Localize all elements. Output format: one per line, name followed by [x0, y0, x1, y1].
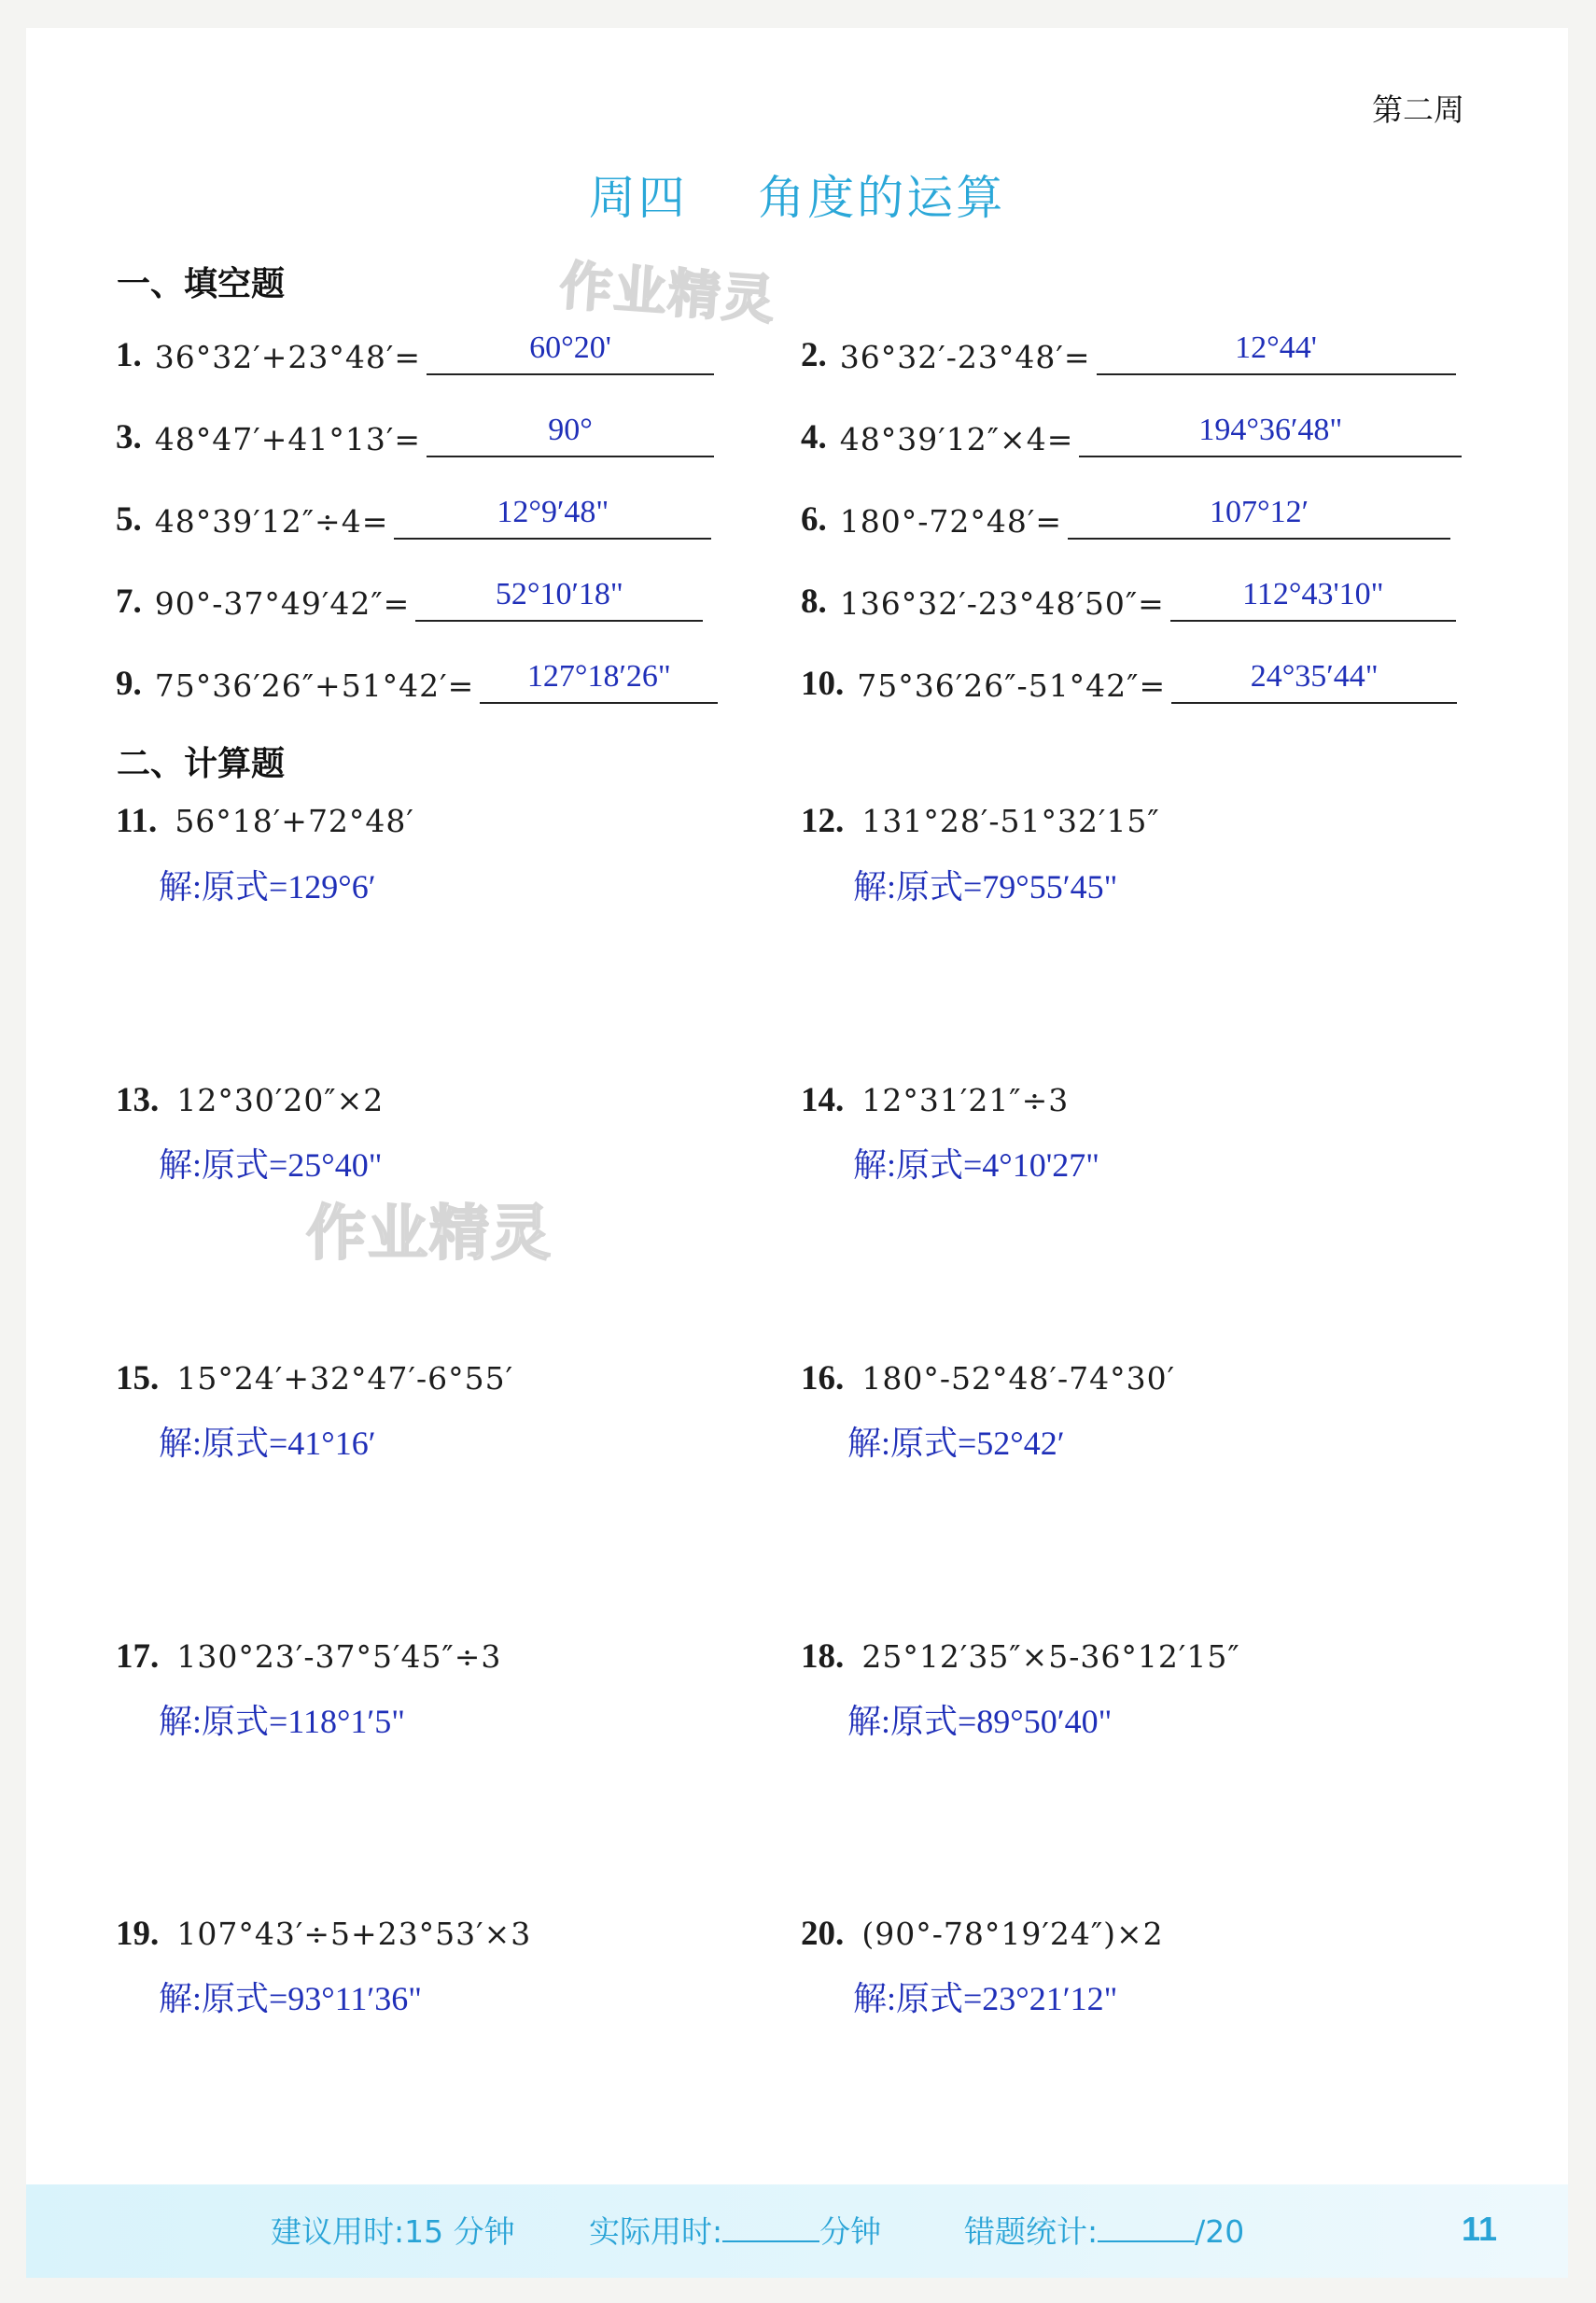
page-number: 11 [1462, 2210, 1498, 2248]
question-number: 9. [116, 665, 142, 703]
calc-question [116, 1358, 513, 1398]
answer-blank[interactable] [1170, 577, 1456, 622]
question-expression: 130°23′-37°5′45″÷3 [176, 1638, 502, 1675]
calc-question [116, 1636, 501, 1677]
calc-question [801, 1080, 1069, 1120]
actual-time-label: 实际用时: [589, 2213, 723, 2250]
watermark: 作业精灵 [557, 255, 778, 332]
question-number: 18. [801, 1637, 845, 1676]
answer-text: 90° [548, 413, 593, 447]
solution-text: 解:原式=118°1′5" [159, 1703, 405, 1740]
question-number: 20. [801, 1915, 845, 1953]
question-number: 4. [801, 418, 827, 456]
question-expression: 136°32′-23°48′50″= [839, 585, 1165, 622]
page-title: 周四 角度的运算 [588, 171, 1006, 225]
question-number: 11. [116, 802, 158, 840]
question-number: 3. [116, 418, 142, 456]
fill-question [116, 648, 718, 704]
question-expression: 25°12′35″×5-36°12′15″ [861, 1638, 1240, 1675]
calc-question [116, 801, 414, 841]
calc-question [801, 1636, 1240, 1677]
answer-blank[interactable] [1068, 495, 1450, 540]
fill-question [116, 484, 711, 540]
answer-text: 12°9′48" [497, 495, 609, 529]
fill-question [801, 648, 1457, 704]
calc-question [116, 1914, 531, 1954]
fill-question [801, 319, 1456, 375]
calc-question [801, 801, 1160, 841]
answer-blank[interactable] [1171, 659, 1457, 704]
question-expression: 36°32′-23°48′= [839, 339, 1091, 375]
answer-text: 60°20' [529, 330, 611, 365]
question-expression: 75°36′26″+51°42′= [154, 667, 475, 704]
answer-blank[interactable] [427, 330, 714, 375]
solution-text: 解:原式=25°40" [159, 1146, 383, 1184]
answer-text: 52°10′18" [495, 577, 623, 611]
section-heading-fill-in: 一、填空题 [117, 265, 286, 303]
fill-question [801, 566, 1456, 622]
question-expression: 180°-52°48′-74°30′ [861, 1360, 1176, 1397]
question-number: 13. [116, 1081, 160, 1119]
answer-blank[interactable] [480, 659, 718, 704]
answer-text: 12°44' [1235, 330, 1317, 365]
answer-blank[interactable] [427, 413, 714, 457]
answer-blank[interactable] [1097, 330, 1456, 375]
question-number: 5. [116, 500, 142, 539]
fill-question [116, 319, 714, 375]
question-expression: 15°24′+32°47′-6°55′ [176, 1360, 514, 1397]
question-expression: 48°47′+41°13′= [154, 421, 422, 457]
calc-question [116, 1080, 384, 1120]
question-expression: 48°39′12″×4= [839, 421, 1074, 457]
solution-text: 解:原式=23°21′12" [853, 1980, 1118, 2017]
question-expression: 75°36′26″-51°42″= [857, 667, 1167, 704]
answer-blank[interactable] [415, 577, 703, 622]
solution-text: 解:原式=89°50′40" [847, 1703, 1113, 1740]
fill-question [801, 401, 1462, 457]
question-number: 19. [116, 1915, 160, 1953]
question-expression: 12°31′21″÷3 [861, 1082, 1070, 1118]
watermark: 作业精灵 [306, 1200, 553, 1269]
question-number: 12. [801, 802, 845, 840]
question-expression: 36°32′+23°48′= [154, 339, 422, 375]
answer-blank[interactable] [1079, 413, 1462, 457]
answer-text: 127°18′26" [526, 659, 671, 694]
error-label: 错题统计: [964, 2213, 1099, 2250]
question-expression: 180°-72°48′= [839, 503, 1063, 540]
worksheet-page [26, 28, 1568, 2278]
question-expression: 131°28′-51°32′15″ [861, 803, 1160, 839]
question-number: 6. [801, 500, 827, 539]
question-expression: (90°-78°19′24″)×2 [861, 1916, 1164, 1952]
solution-text: 解:原式=41°16′ [159, 1425, 376, 1462]
answer-text: 112°43'10" [1242, 577, 1384, 611]
calc-question [801, 1914, 1164, 1954]
solution-text: 解:原式=4°10'27" [853, 1146, 1099, 1184]
actual-time [589, 2208, 881, 2252]
fill-question [116, 566, 703, 622]
actual-time-blank[interactable] [722, 2211, 819, 2242]
answer-text: 24°35′44" [1250, 659, 1379, 694]
calc-question [801, 1358, 1175, 1398]
question-number: 17. [116, 1637, 160, 1676]
suggested-time: 建议用时:15 分钟 [271, 2213, 515, 2250]
solution-text: 解:原式=93°11′36" [159, 1980, 422, 2017]
question-expression: 90°-37°49′42″= [154, 585, 411, 622]
answer-text: 194°36′48" [1198, 413, 1343, 447]
answer-text: 107°12′ [1209, 495, 1309, 529]
question-number: 1. [116, 336, 142, 374]
question-expression: 107°43′÷5+23°53′×3 [176, 1916, 532, 1952]
question-expression: 56°18′+72°48′ [175, 803, 414, 839]
solution-text: 解:原式=129°6′ [159, 868, 376, 906]
error-count [964, 2208, 1244, 2252]
solution-text: 解:原式=52°42′ [847, 1425, 1065, 1462]
question-number: 2. [801, 336, 827, 374]
question-expression: 48°39′12″÷4= [154, 503, 389, 540]
question-number: 8. [801, 583, 827, 621]
week-label: 第二周 [1372, 91, 1464, 128]
fill-question [801, 484, 1450, 540]
answer-blank[interactable] [394, 495, 711, 540]
solution-text: 解:原式=79°55′45" [853, 868, 1118, 906]
question-number: 10. [801, 665, 845, 703]
section-heading-calculation: 二、计算题 [117, 745, 286, 783]
error-count-blank[interactable] [1098, 2211, 1195, 2242]
question-number: 15. [116, 1359, 160, 1397]
fill-question [116, 401, 714, 457]
question-number: 7. [116, 583, 142, 621]
actual-time-unit: 分钟 [819, 2213, 882, 2250]
question-number: 16. [801, 1359, 845, 1397]
error-total: /20 [1195, 2213, 1245, 2250]
question-number: 14. [801, 1081, 845, 1119]
question-expression: 12°30′20″×2 [176, 1082, 385, 1118]
